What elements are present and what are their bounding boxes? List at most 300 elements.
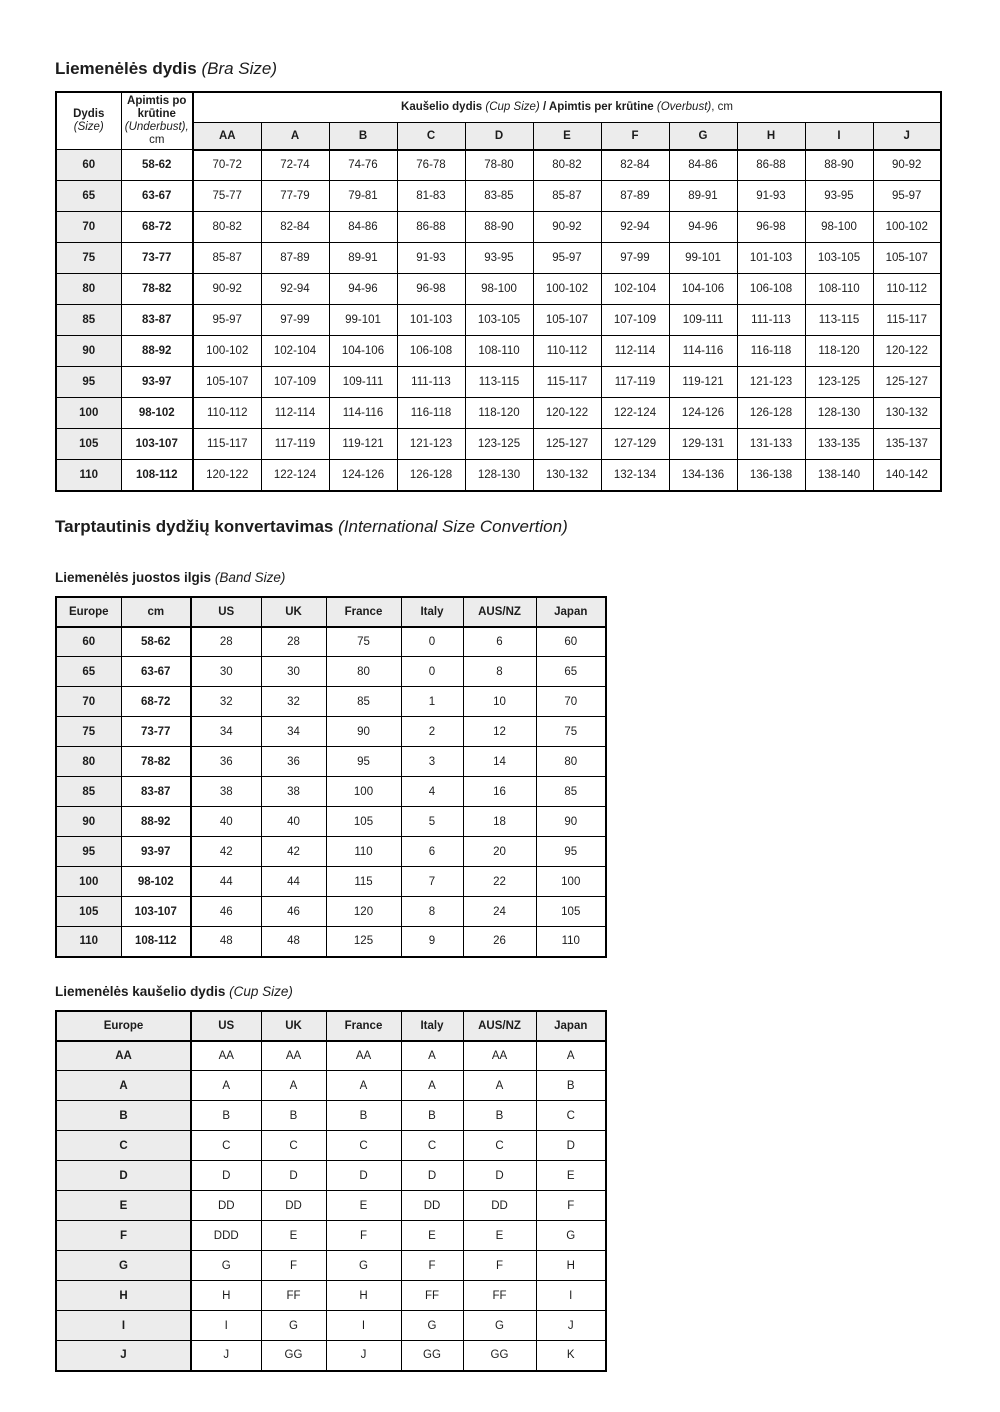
band-size-row [56, 777, 606, 807]
band-value-cell: 24 [463, 897, 536, 927]
europe-size-cell: 110 [56, 927, 121, 957]
overbust-cell: 113-115 [805, 305, 873, 336]
overbust-cell: 106-108 [737, 274, 805, 305]
bra-size-row [56, 398, 941, 429]
overbust-cell: 123-125 [465, 429, 533, 460]
size-corner-label: Dydis [73, 108, 105, 120]
overbust-cell: 89-91 [329, 243, 397, 274]
cup-value-cell: AA [191, 1041, 261, 1071]
overbust-cell: 101-103 [737, 243, 805, 274]
overbust-cell: 121-123 [737, 367, 805, 398]
band-size-table [55, 596, 607, 958]
cup-value-cell: E [401, 1221, 463, 1251]
band-column-header: UK [261, 597, 326, 627]
band-column-header: AUS/NZ [463, 597, 536, 627]
size-corner-header [56, 92, 121, 150]
underbust-cell: 103-107 [121, 429, 193, 460]
cup-value-cell: G [326, 1251, 401, 1281]
bra-size-row [56, 460, 941, 491]
cup-value-cell: F [536, 1191, 606, 1221]
cup-value-cell: D [463, 1161, 536, 1191]
overbust-cell: 97-99 [261, 305, 329, 336]
cup-value-cell: A [191, 1071, 261, 1101]
overbust-cell: 93-95 [465, 243, 533, 274]
cm-range-cell: 103-107 [121, 897, 191, 927]
size-cell: 80 [56, 274, 121, 305]
overbust-cell: 110-112 [193, 398, 261, 429]
cup-value-cell: F [261, 1251, 326, 1281]
band-value-cell: 40 [261, 807, 326, 837]
europe-size-cell: 95 [56, 837, 121, 867]
cm-range-cell: 73-77 [121, 717, 191, 747]
overbust-cell: 91-93 [737, 181, 805, 212]
overbust-cell: 114-116 [669, 336, 737, 367]
underbust-cell: 78-82 [121, 274, 193, 305]
band-value-cell: 26 [463, 927, 536, 957]
band-value-cell: 80 [536, 747, 606, 777]
band-value-cell: 4 [401, 777, 463, 807]
overbust-cell: 84-86 [669, 150, 737, 181]
europe-cup-cell: H [56, 1281, 191, 1311]
cup-value-cell: DDD [191, 1221, 261, 1251]
size-cell: 90 [56, 336, 121, 367]
cup-value-cell: H [191, 1281, 261, 1311]
overbust-cell: 118-120 [465, 398, 533, 429]
europe-cup-cell: D [56, 1161, 191, 1191]
overbust-cell: 122-124 [601, 398, 669, 429]
cup-size-column-header: UK [261, 1011, 326, 1041]
overbust-cell: 115-117 [193, 429, 261, 460]
overbust-cell: 102-104 [601, 274, 669, 305]
band-value-cell: 85 [536, 777, 606, 807]
bra-size-row [56, 429, 941, 460]
overbust-cell: 124-126 [669, 398, 737, 429]
band-value-cell: 0 [401, 657, 463, 687]
overbust-cell: 103-105 [465, 305, 533, 336]
band-value-cell: 110 [536, 927, 606, 957]
cup-header-tail: , cm [711, 101, 733, 114]
europe-cup-cell: C [56, 1131, 191, 1161]
overbust-cell: 130-132 [533, 460, 601, 491]
overbust-cell: 103-105 [805, 243, 873, 274]
overbust-cell: 110-112 [533, 336, 601, 367]
overbust-cell: 90-92 [873, 150, 941, 181]
band-value-cell: 30 [261, 657, 326, 687]
band-value-cell: 0 [401, 627, 463, 657]
band-value-cell: 42 [261, 837, 326, 867]
europe-cup-cell: J [56, 1341, 191, 1371]
cup-column-header: G [669, 122, 737, 149]
band-size-row [56, 867, 606, 897]
band-value-cell: 70 [536, 687, 606, 717]
band-value-cell: 34 [191, 717, 261, 747]
bra-size-row [56, 181, 941, 212]
europe-size-cell: 60 [56, 627, 121, 657]
overbust-cell: 119-121 [329, 429, 397, 460]
band-column-header: Italy [401, 597, 463, 627]
overbust-cell: 126-128 [397, 460, 465, 491]
cup-size-column-header: France [326, 1011, 401, 1041]
europe-size-cell: 80 [56, 747, 121, 777]
bra-size-heading-main: Liemenėlės dydis [55, 59, 197, 78]
cup-value-cell: C [463, 1131, 536, 1161]
bra-size-row [56, 212, 941, 243]
cup-value-cell: A [326, 1071, 401, 1101]
cup-value-cell: G [191, 1251, 261, 1281]
band-value-cell: 65 [536, 657, 606, 687]
band-value-cell: 28 [261, 627, 326, 657]
band-value-cell: 75 [326, 627, 401, 657]
cup-value-cell: C [191, 1131, 261, 1161]
overbust-cell: 102-104 [261, 336, 329, 367]
cup-column-header: J [873, 122, 941, 149]
bra-size-row [56, 336, 941, 367]
cup-value-cell: C [401, 1131, 463, 1161]
cup-size-header-row [56, 1011, 606, 1041]
bra-size-row [56, 150, 941, 181]
overbust-cell: 117-119 [601, 367, 669, 398]
band-size-row [56, 927, 606, 957]
cup-value-cell: A [261, 1071, 326, 1101]
europe-size-cell: 65 [56, 657, 121, 687]
cm-range-cell: 93-97 [121, 837, 191, 867]
bra-size-header-row [56, 92, 941, 122]
overbust-cell: 135-137 [873, 429, 941, 460]
cup-value-cell: C [536, 1101, 606, 1131]
bra-size-row [56, 243, 941, 274]
overbust-cell: 107-109 [601, 305, 669, 336]
cm-range-cell: 88-92 [121, 807, 191, 837]
overbust-cell: 85-87 [193, 243, 261, 274]
overbust-cell: 107-109 [261, 367, 329, 398]
overbust-cell: 86-88 [397, 212, 465, 243]
band-value-cell: 85 [326, 687, 401, 717]
overbust-cell: 110-112 [873, 274, 941, 305]
overbust-cell: 72-74 [261, 150, 329, 181]
cup-value-cell: C [261, 1131, 326, 1161]
overbust-cell: 100-102 [193, 336, 261, 367]
cup-value-cell: G [261, 1311, 326, 1341]
europe-cup-cell: AA [56, 1041, 191, 1071]
overbust-cell: 115-117 [533, 367, 601, 398]
overbust-cell: 119-121 [669, 367, 737, 398]
cup-value-cell: H [326, 1281, 401, 1311]
band-value-cell: 38 [191, 777, 261, 807]
band-column-header: Europe [56, 597, 121, 627]
band-size-row [56, 807, 606, 837]
band-column-header: France [326, 597, 401, 627]
overbust-cell: 83-85 [465, 181, 533, 212]
cup-header-i1: (Cup Size) [485, 101, 540, 114]
band-value-cell: 32 [261, 687, 326, 717]
cup-size-table [55, 1010, 607, 1372]
cup-size-row [56, 1311, 606, 1341]
overbust-cell: 95-97 [873, 181, 941, 212]
band-value-cell: 18 [463, 807, 536, 837]
band-value-cell: 44 [261, 867, 326, 897]
underbust-header [121, 92, 193, 150]
cup-header-i2: (Overbust) [656, 101, 712, 114]
overbust-cell: 124-126 [329, 460, 397, 491]
cup-header-b2: / Apimtis per krūtine [542, 101, 654, 114]
cup-size-row [56, 1341, 606, 1371]
cup-value-cell: D [326, 1161, 401, 1191]
band-size-heading [55, 570, 943, 585]
overbust-cell: 87-89 [601, 181, 669, 212]
overbust-cell: 108-110 [805, 274, 873, 305]
international-heading-main: Tarptautinis dydžių konvertavimas [55, 516, 334, 536]
band-value-cell: 110 [326, 837, 401, 867]
band-value-cell: 28 [191, 627, 261, 657]
cup-value-cell: B [401, 1101, 463, 1131]
underbust-note: (Underbust), [124, 121, 189, 133]
band-value-cell: 2 [401, 717, 463, 747]
overbust-cell: 91-93 [397, 243, 465, 274]
underbust-cell: 108-112 [121, 460, 193, 491]
overbust-cell: 80-82 [533, 150, 601, 181]
cup-value-cell: D [191, 1161, 261, 1191]
band-value-cell: 8 [401, 897, 463, 927]
size-cell: 100 [56, 398, 121, 429]
overbust-cell: 106-108 [397, 336, 465, 367]
cup-value-cell: J [191, 1341, 261, 1371]
overbust-cell: 116-118 [397, 398, 465, 429]
cup-size-row [56, 1131, 606, 1161]
overbust-cell: 98-100 [465, 274, 533, 305]
cup-size-heading-note: (Cup Size) [229, 983, 293, 999]
europe-cup-cell: F [56, 1221, 191, 1251]
band-value-cell: 48 [191, 927, 261, 957]
cup-size-row [56, 1071, 606, 1101]
cup-value-cell: A [536, 1041, 606, 1071]
cup-column-header: H [737, 122, 805, 149]
overbust-cell: 94-96 [329, 274, 397, 305]
cup-size-column-header: Japan [536, 1011, 606, 1041]
band-column-header: US [191, 597, 261, 627]
overbust-cell: 89-91 [669, 181, 737, 212]
band-value-cell: 105 [326, 807, 401, 837]
overbust-cell: 95-97 [533, 243, 601, 274]
underbust-cell: 68-72 [121, 212, 193, 243]
cup-value-cell: GG [401, 1341, 463, 1371]
europe-size-cell: 75 [56, 717, 121, 747]
bra-size-table [55, 91, 942, 492]
overbust-cell: 70-72 [193, 150, 261, 181]
cup-size-column-header: Italy [401, 1011, 463, 1041]
band-value-cell: 125 [326, 927, 401, 957]
band-column-header: Japan [536, 597, 606, 627]
overbust-cell: 140-142 [873, 460, 941, 491]
band-value-cell: 42 [191, 837, 261, 867]
overbust-cell: 90-92 [193, 274, 261, 305]
band-size-heading-main: Liemenėlės juostos ilgis [55, 569, 212, 585]
band-size-row [56, 897, 606, 927]
cup-value-cell: C [326, 1131, 401, 1161]
cup-value-cell: FF [261, 1281, 326, 1311]
band-value-cell: 46 [191, 897, 261, 927]
overbust-cell: 113-115 [465, 367, 533, 398]
cup-value-cell: E [463, 1221, 536, 1251]
band-value-cell: 22 [463, 867, 536, 897]
overbust-cell: 92-94 [601, 212, 669, 243]
band-value-cell: 1 [401, 687, 463, 717]
band-value-cell: 120 [326, 897, 401, 927]
cup-value-cell: F [401, 1251, 463, 1281]
band-size-row [56, 657, 606, 687]
cup-size-heading [55, 984, 943, 999]
band-value-cell: 38 [261, 777, 326, 807]
band-value-cell: 6 [401, 837, 463, 867]
overbust-cell: 118-120 [805, 336, 873, 367]
band-value-cell: 12 [463, 717, 536, 747]
cup-column-header: B [329, 122, 397, 149]
band-value-cell: 75 [536, 717, 606, 747]
overbust-cell: 114-116 [329, 398, 397, 429]
overbust-cell: 111-113 [737, 305, 805, 336]
cup-size-row [56, 1041, 606, 1071]
cup-value-cell: I [536, 1281, 606, 1311]
overbust-cell: 99-101 [669, 243, 737, 274]
underbust-cell: 73-77 [121, 243, 193, 274]
underbust-label: Apimtis po krūtine [127, 95, 187, 120]
overbust-cell: 123-125 [805, 367, 873, 398]
cm-range-cell: 83-87 [121, 777, 191, 807]
cup-value-cell: I [191, 1311, 261, 1341]
cup-value-cell: I [326, 1311, 401, 1341]
overbust-cell: 96-98 [397, 274, 465, 305]
size-cell: 75 [56, 243, 121, 274]
band-value-cell: 7 [401, 867, 463, 897]
overbust-cell: 125-127 [533, 429, 601, 460]
overbust-cell: 75-77 [193, 181, 261, 212]
europe-size-cell: 90 [56, 807, 121, 837]
cup-value-cell: G [536, 1221, 606, 1251]
size-corner-note: (Size) [73, 121, 104, 133]
overbust-cell: 112-114 [601, 336, 669, 367]
cup-column-header: AA [193, 122, 261, 149]
cup-size-row [56, 1251, 606, 1281]
band-value-cell: 6 [463, 627, 536, 657]
band-size-row [56, 747, 606, 777]
band-value-cell: 32 [191, 687, 261, 717]
cup-size-row [56, 1221, 606, 1251]
overbust-cell: 104-106 [329, 336, 397, 367]
bra-size-row [56, 367, 941, 398]
overbust-cell: 130-132 [873, 398, 941, 429]
cup-value-cell: E [326, 1191, 401, 1221]
band-value-cell: 46 [261, 897, 326, 927]
overbust-cell: 98-100 [805, 212, 873, 243]
overbust-cell: 128-130 [805, 398, 873, 429]
cup-value-cell: F [326, 1221, 401, 1251]
cup-size-row [56, 1281, 606, 1311]
bra-size-row [56, 305, 941, 336]
cup-value-cell: AA [326, 1041, 401, 1071]
bra-size-heading-note: (Bra Size) [201, 59, 278, 78]
overbust-cell: 96-98 [737, 212, 805, 243]
overbust-cell: 74-76 [329, 150, 397, 181]
cm-range-cell: 108-112 [121, 927, 191, 957]
cup-value-cell: D [401, 1161, 463, 1191]
overbust-cell: 104-106 [669, 274, 737, 305]
band-value-cell: 30 [191, 657, 261, 687]
overbust-cell: 93-95 [805, 181, 873, 212]
size-cell: 85 [56, 305, 121, 336]
overbust-cell: 109-111 [669, 305, 737, 336]
overbust-cell: 131-133 [737, 429, 805, 460]
cup-column-header: F [601, 122, 669, 149]
cup-column-header: C [397, 122, 465, 149]
underbust-cell: 98-102 [121, 398, 193, 429]
cup-value-cell: GG [463, 1341, 536, 1371]
band-value-cell: 80 [326, 657, 401, 687]
overbust-cell: 85-87 [533, 181, 601, 212]
cup-column-header: E [533, 122, 601, 149]
international-heading [55, 518, 943, 536]
overbust-cell: 90-92 [533, 212, 601, 243]
cup-value-cell: K [536, 1341, 606, 1371]
overbust-cell: 100-102 [533, 274, 601, 305]
cup-size-row [56, 1101, 606, 1131]
underbust-cell: 93-97 [121, 367, 193, 398]
band-value-cell: 48 [261, 927, 326, 957]
cup-column-header: I [805, 122, 873, 149]
band-column-header: cm [121, 597, 191, 627]
overbust-cell: 111-113 [397, 367, 465, 398]
cup-value-cell: H [536, 1251, 606, 1281]
overbust-cell: 82-84 [601, 150, 669, 181]
band-size-row [56, 717, 606, 747]
overbust-cell: 79-81 [329, 181, 397, 212]
size-cell: 60 [56, 150, 121, 181]
band-value-cell: 16 [463, 777, 536, 807]
overbust-cell: 132-134 [601, 460, 669, 491]
band-value-cell: 95 [326, 747, 401, 777]
overbust-cell: 105-107 [873, 243, 941, 274]
europe-size-cell: 100 [56, 867, 121, 897]
band-value-cell: 100 [536, 867, 606, 897]
overbust-cell: 122-124 [261, 460, 329, 491]
cm-range-cell: 63-67 [121, 657, 191, 687]
overbust-cell: 97-99 [601, 243, 669, 274]
overbust-cell: 134-136 [669, 460, 737, 491]
overbust-cell: 120-122 [193, 460, 261, 491]
cup-value-cell: E [261, 1221, 326, 1251]
cup-value-cell: B [191, 1101, 261, 1131]
overbust-cell: 100-102 [873, 212, 941, 243]
band-value-cell: 20 [463, 837, 536, 867]
underbust-cell: 58-62 [121, 150, 193, 181]
cup-value-cell: A [463, 1071, 536, 1101]
size-cell: 70 [56, 212, 121, 243]
cup-value-cell: A [401, 1071, 463, 1101]
cup-value-cell: DD [463, 1191, 536, 1221]
cup-value-cell: F [463, 1251, 536, 1281]
overbust-cell: 94-96 [669, 212, 737, 243]
overbust-cell: 92-94 [261, 274, 329, 305]
overbust-cell: 101-103 [397, 305, 465, 336]
cup-value-cell: A [401, 1041, 463, 1071]
europe-cup-cell: B [56, 1101, 191, 1131]
bra-size-row [56, 274, 941, 305]
overbust-cell: 105-107 [193, 367, 261, 398]
cup-value-cell: E [536, 1161, 606, 1191]
overbust-cell: 138-140 [805, 460, 873, 491]
overbust-cell: 129-131 [669, 429, 737, 460]
overbust-cell: 88-90 [465, 212, 533, 243]
band-size-header-row [56, 597, 606, 627]
cup-value-cell: AA [463, 1041, 536, 1071]
